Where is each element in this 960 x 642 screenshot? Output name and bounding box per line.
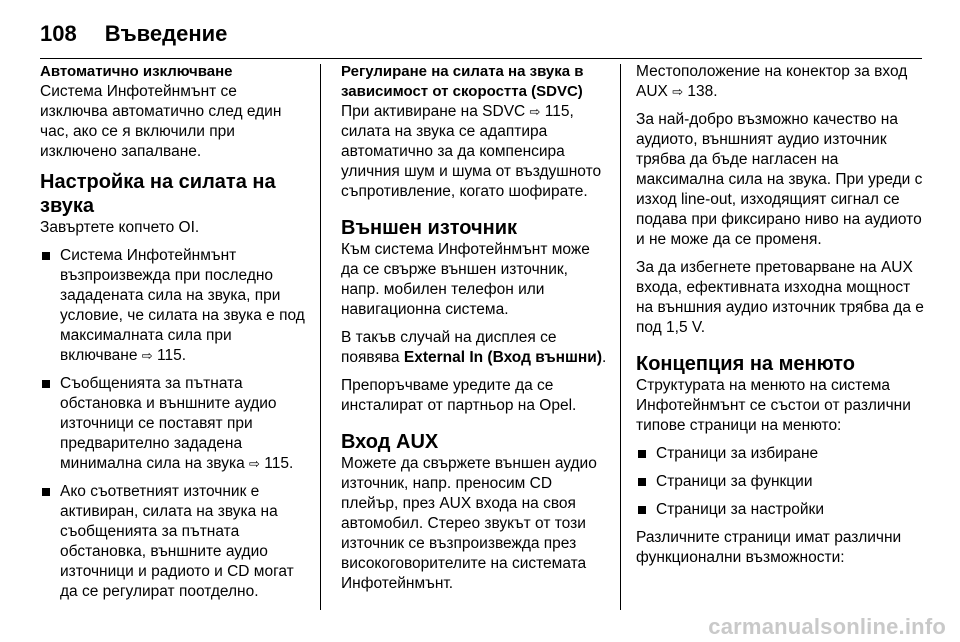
section-text-aux: Можете да свържете външен аудио източник, напр. преносим CD плейър, през AUX входа на своя автомобил. Стерео звукът от този източник се възпроизвежда през високоговорителите на системата Инфотейнмънт. <box>341 455 597 592</box>
page-header <box>40 14 227 54</box>
page-ref[interactable]: 115. <box>157 347 187 364</box>
bullet-icon <box>638 450 646 458</box>
page-ref-arrow-icon: ⇨ <box>529 104 541 119</box>
section-heading-volume: Настройка на силата на звука <box>40 171 276 217</box>
menu-bullet-list <box>636 444 926 520</box>
menu-pages-text: Различните страници имат различни функционални възможности: <box>636 529 902 566</box>
section-text-external: Към система Инфотейнмънт може да се свърже външен източник, напр. мобилен телефон или навигационна система. <box>341 241 590 318</box>
bullet-icon <box>42 380 50 388</box>
page-ref-arrow-icon: ⇨ <box>249 456 260 471</box>
section-text-external-display: В такъв случай на дисплея се появява External In (Вход външни). <box>341 329 607 366</box>
section-text-sdvc: При активиране на SDVC ⇨ 115, силата на звука се адаптира автоматично за да компенсира уличния шум и шума от въздушното съпротивление, когато шофирате. <box>341 103 602 200</box>
section-heading-external: Външен източник <box>341 217 518 239</box>
aux-quality-text: За най-добро възможно качество на аудиото, външният аудио източник трябва да бъде нагласен на максимална сила на звука. При уреди с изход line-out, изходящият сигнал се подава при фиксирано ниво на аудиото и не може да се променя. <box>636 111 923 248</box>
column-1 <box>40 62 306 610</box>
list-item: Съобщенията за пътната обстановка и външните аудио източници се поставят при предварително зададена минимална сила на звука ⇨ 115. <box>40 374 306 474</box>
section-heading-aux: Вход AUX <box>341 431 439 453</box>
list-item: Страници за настройки <box>636 500 926 520</box>
section-heading-auto-off: Автоматично изключване <box>40 63 233 80</box>
section-text-external-install: Препоръчваме уредите да се инсталират от партньор на Opel. <box>341 377 577 414</box>
page-ref-arrow-icon: ⇨ <box>672 84 684 99</box>
page-ref-arrow-icon: ⇨ <box>141 348 153 363</box>
list-item: Система Инфотейнмънт възпроизвежда при последно зададената сила на звука, при условие, че силата на звука е под максималната сила при включване ⇨ 115. <box>40 246 306 366</box>
page-ref[interactable]: 138. <box>687 83 718 100</box>
page-number: 108 <box>40 21 77 46</box>
aux-overload-text: За да избегнете претоварване на AUX входа, ефективната изходна мощност на външния аудио източник трябва да е под 1,5 V. <box>636 259 924 336</box>
list-item: Страници за функции <box>636 472 926 492</box>
column-divider-2 <box>620 64 621 610</box>
section-heading-sdvc: Регулиране на силата на звука в зависимост от скоростта (SDVC) <box>341 63 584 100</box>
column-3 <box>636 62 926 576</box>
volume-bullet-list <box>40 246 306 602</box>
section-text-menu: Структурата на менюто на система Инфотейнмънт се състои от различни типове страници на менюто: <box>636 377 911 434</box>
bullet-icon <box>638 506 646 514</box>
list-item: Страници за избиране <box>636 444 926 464</box>
header-rule <box>40 58 922 59</box>
page-title: Въведение <box>104 21 228 46</box>
display-message: External In (Вход външни) <box>403 349 602 366</box>
aux-location-text: Местоположение на конектор за вход AUX ⇨ 138. <box>636 63 908 100</box>
column-divider-1 <box>320 64 321 610</box>
bullet-icon <box>638 478 646 486</box>
section-text-auto-off: Система Инфотейнмънт се изключва автоматично след един час, ако се я включили при изключено запалване. <box>40 83 282 160</box>
list-item: Ако съответният източник е активиран, силата на звука на съобщенията за пътната обстановка, външните аудио източници и радиото и CD могат да се регулират поотделно. <box>40 482 306 602</box>
bullet-icon <box>42 488 50 496</box>
bullet-icon <box>42 252 50 260</box>
column-2 <box>341 62 607 602</box>
section-intro-volume: Завъртете копчето OI. <box>40 219 200 236</box>
section-heading-menu: Концепция на менюто <box>636 353 855 375</box>
watermark: carmanualsonline.info <box>708 614 946 639</box>
page-ref[interactable]: 115. <box>264 455 294 472</box>
page-ref[interactable]: 115, <box>544 103 574 120</box>
